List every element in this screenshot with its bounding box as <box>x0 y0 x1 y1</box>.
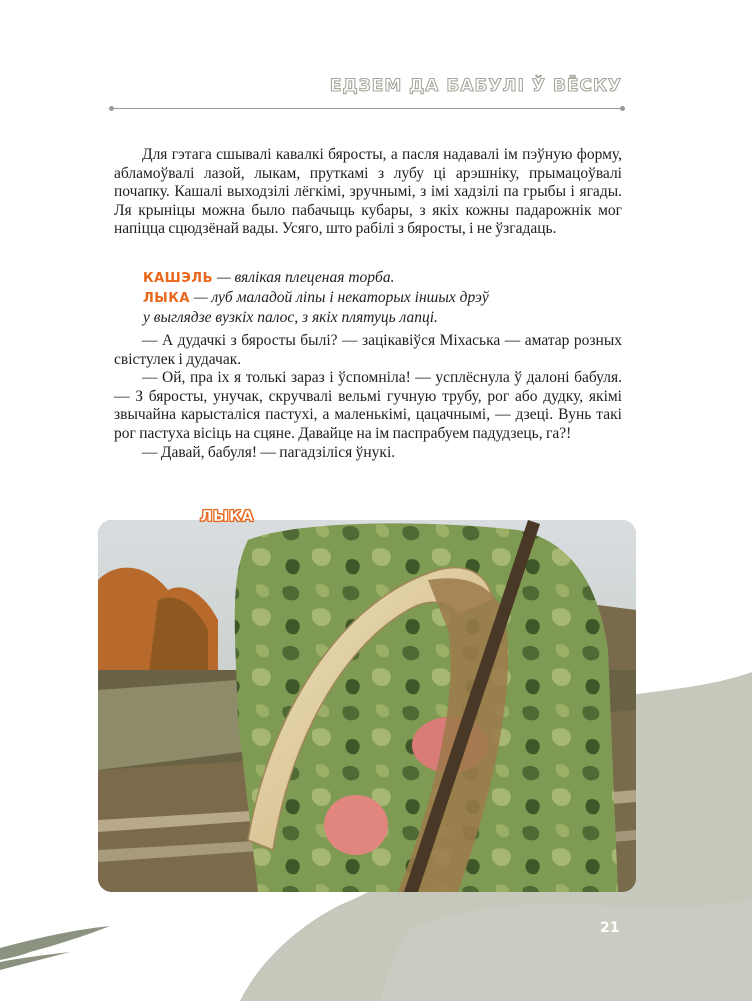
intro-paragraph <box>114 146 622 239</box>
glossary-definition: — вялікая плеценая торба. <box>213 269 395 286</box>
page-number: 21 <box>600 920 620 936</box>
dialog-line: — Ой, пра іх я толькі зараз і ўспомніла! — усплёснула ў далоні бабуля. — З бяросты, унучак, скручвалі вельмі гучную трубу, рог або дудку, якімі звычайна карысталіся пастухі, а маленькімі, цацачнымі, — дзеці. Вунь такі рог пастуха вісіць на сцяне. Давайце на ім паспрабуем падудзець, га?! <box>114 369 622 442</box>
photo-label: ЛЫКА <box>200 507 254 525</box>
glossary-entry-lyka <box>143 288 613 308</box>
glossary-box <box>143 268 613 327</box>
running-header-title: ЕДЗЕМ ДА БАБУЛІ Ў ВЁСКУ <box>329 76 622 96</box>
dialog-line: — А дудачкі з бяросты былі? — зацікавіўся Міхаська — аматар розных свістулек і дудачак. <box>114 332 622 368</box>
dialog-line: — Давай, бабуля! — пагадзіліся ўнукі. <box>142 443 396 461</box>
glossary-entry-koshel <box>143 268 613 288</box>
dialog-block <box>114 332 622 462</box>
bast-photo <box>98 520 636 892</box>
glossary-definition: — луб маладой ліпы і некаторых іншых дрэў <box>189 289 489 306</box>
intro-paragraph-text: Для гэтага сшывалі кавалкі бяросты, а пасля надавалі ім пэўную форму, абламоўвалі лазой, лыкам, пруткамі з лубу ці арэшніку, прымацоўвалі почапку. Кашалі выходзілі лёгкімі, зручнымі, з імі хадзілі па грыбы і ягады. Ля крыніцы можна было пабачыць кубары, з якіх кожны падарожнік мог напіцца сцюдзёнай вады. Усяго, што рабілі з бяросты, і не ўзгадаць. <box>114 146 622 238</box>
glossary-entry-lyka-continuation: у выглядзе вузкіх палос, з якіх плятуць лапці. <box>143 309 438 326</box>
glossary-term: КАШЭЛЬ <box>143 271 213 286</box>
photo-illustration <box>98 520 636 892</box>
header-divider <box>112 108 622 109</box>
glossary-term: ЛЫКА <box>143 291 190 306</box>
